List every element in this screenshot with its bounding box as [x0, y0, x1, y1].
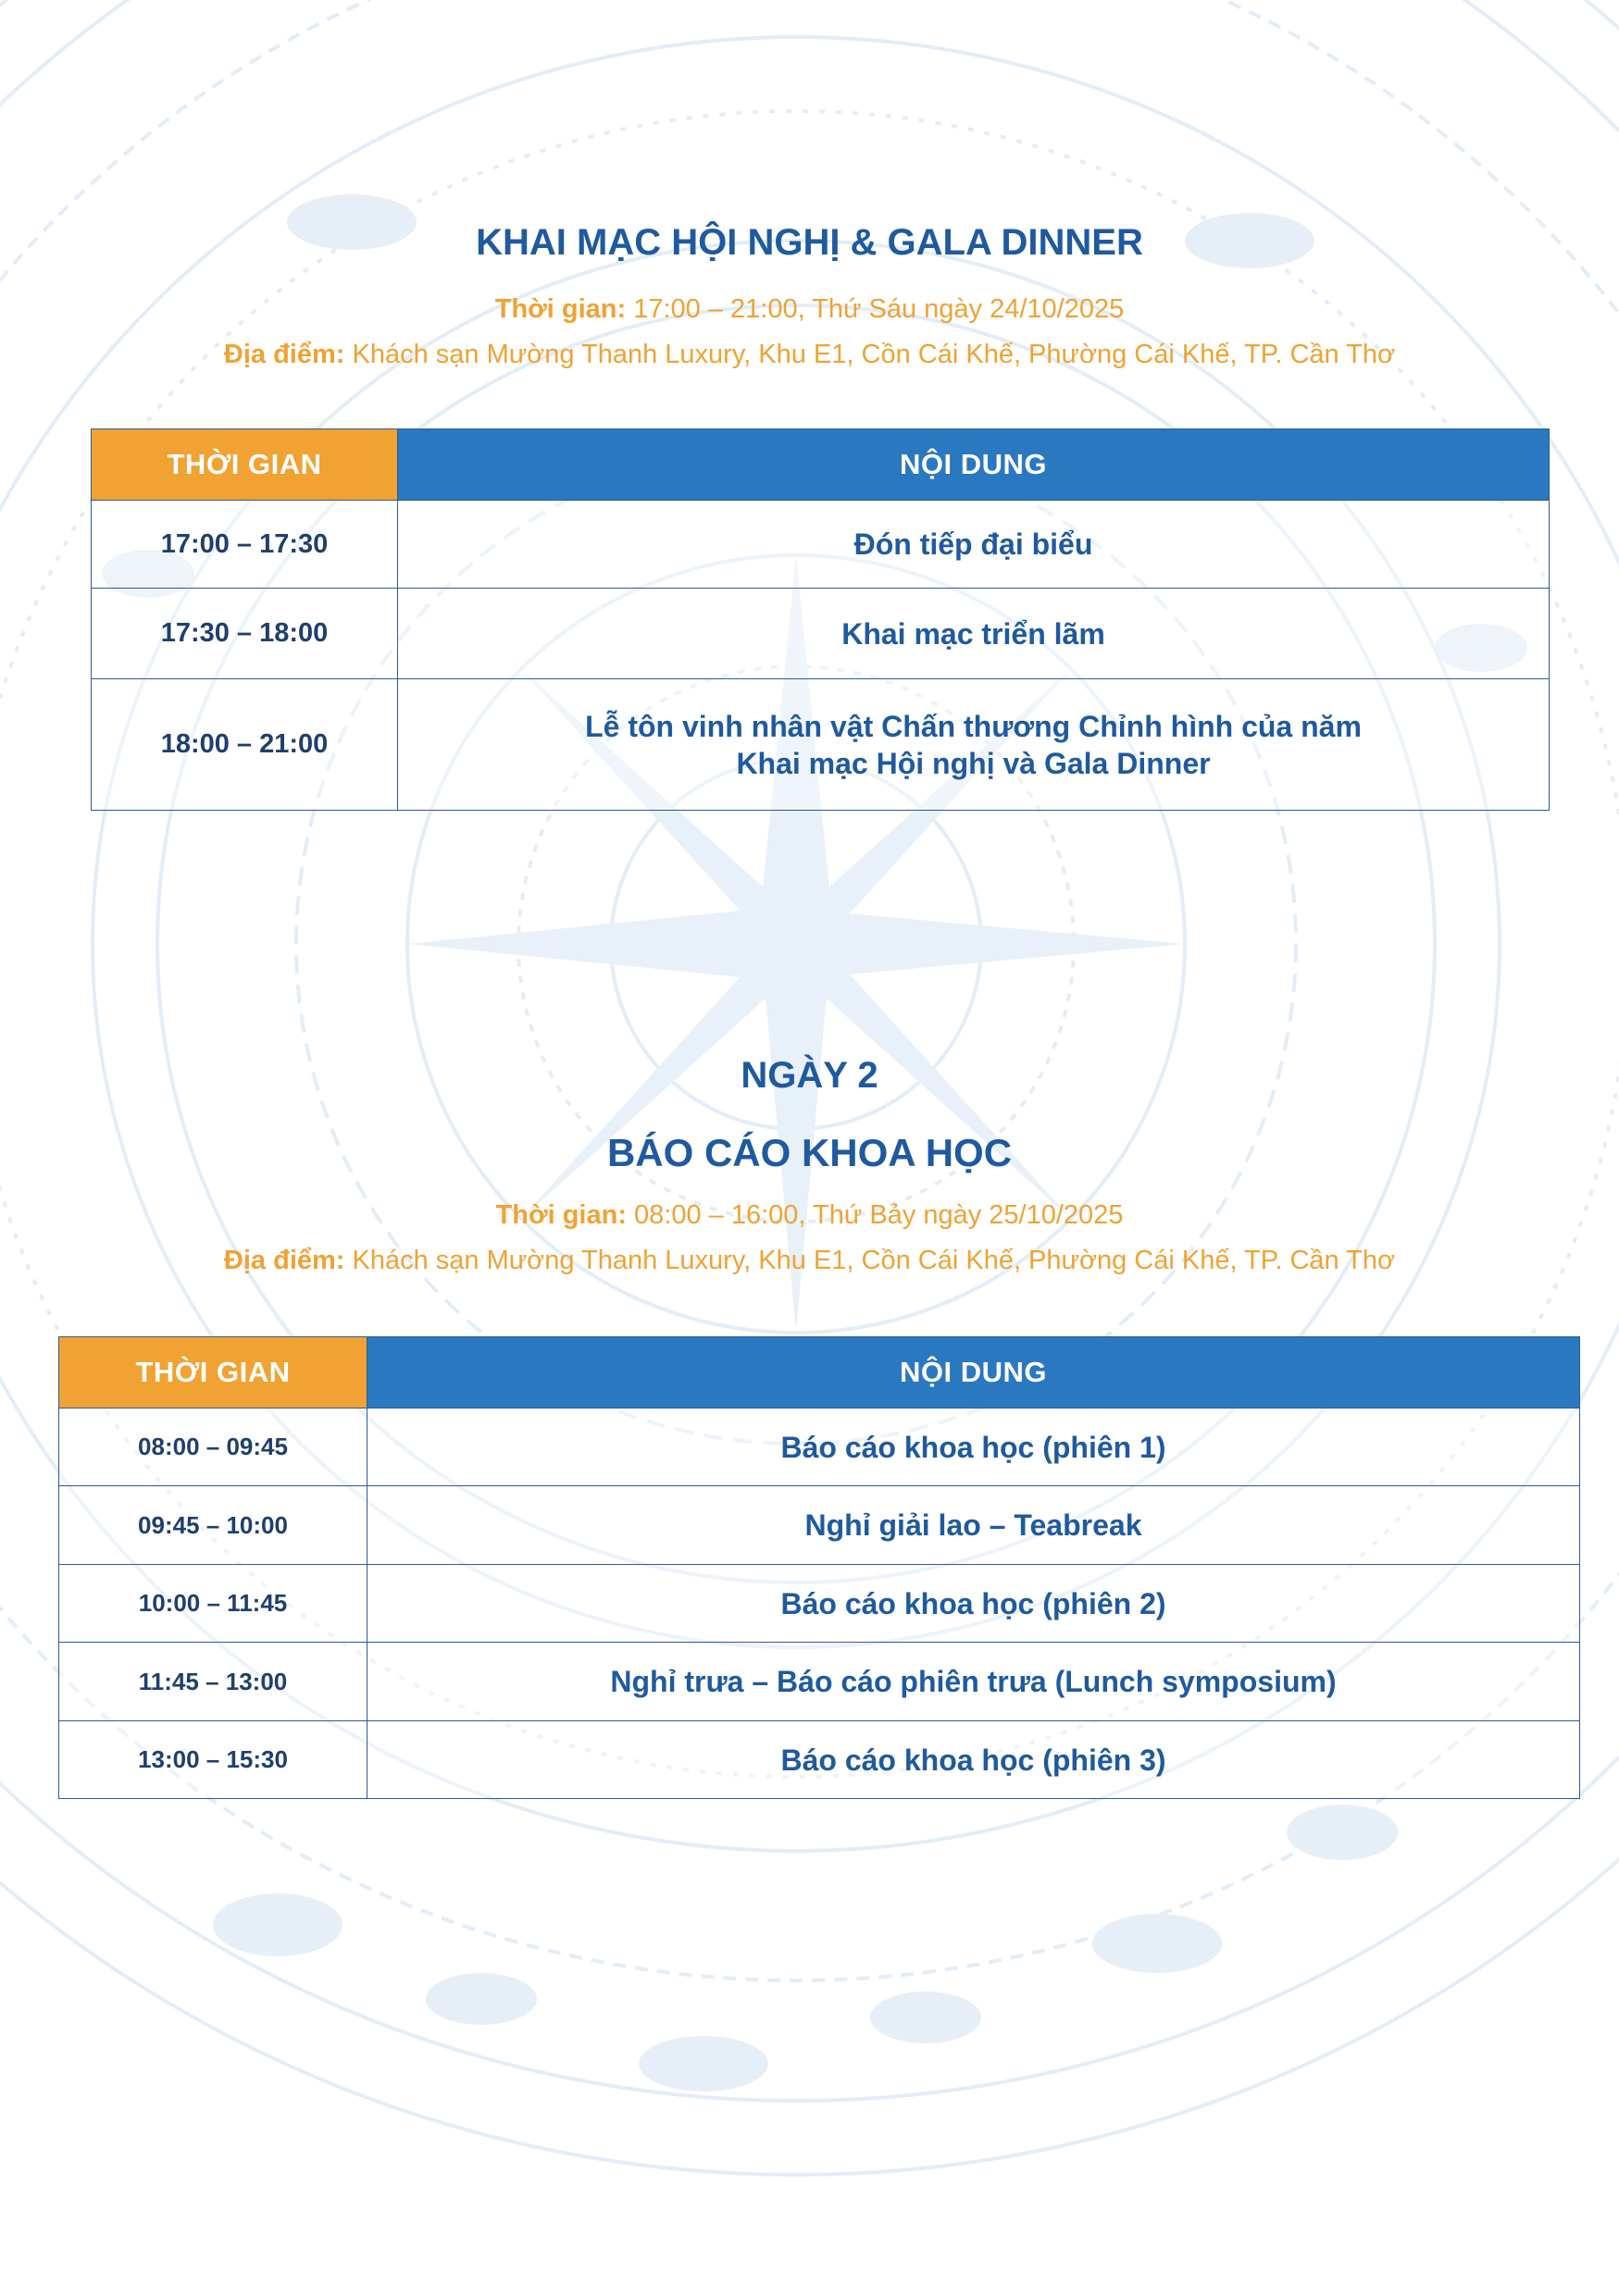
section2-location-label: Địa điểm: — [223, 1246, 345, 1275]
row-content — [367, 1486, 1580, 1565]
section1-time-label: Thời gian: — [494, 294, 627, 324]
section2-location-value: Khách sạn Mường Thanh Luxury, Khu E1, Cồn Cái Khế, Phường Cái Khế, TP. Cần Thơ — [344, 1246, 1396, 1275]
section1-time-value: 17:00 – 21:00, Thứ Sáu ngày 24/10/2025 — [626, 294, 1125, 324]
section2-title: BÁO CÁO KHOA HỌC — [606, 1131, 1013, 1174]
row-content — [367, 1565, 1580, 1643]
table-row — [59, 1565, 1580, 1643]
header-time: THỜI GIAN — [92, 429, 398, 501]
row-content — [398, 501, 1550, 589]
row-time: 09:45 – 10:00 — [59, 1486, 367, 1565]
row-content-line: Báo cáo khoa học (phiên 2) — [780, 1586, 1166, 1620]
section1-location-value: Khách sạn Mường Thanh Luxury, Khu E1, Cồn Cái Khế, Phường Cái Khế, TP. Cần Thơ — [344, 340, 1396, 369]
table-row — [59, 1409, 1580, 1486]
section1-title: KHAI MẠC HỘI NGHỊ & GALA DINNER — [476, 222, 1143, 263]
row-content-line: Báo cáo khoa học (phiên 1) — [780, 1430, 1166, 1464]
row-time: 18:00 – 21:00 — [92, 679, 398, 811]
section2-time — [0, 1200, 1619, 1231]
row-content-line: Lễ tôn vinh nhân vật Chấn thương Chỉnh hình của năm — [585, 709, 1362, 743]
section2-schedule-table — [58, 1336, 1580, 1799]
section1-schedule-table — [91, 428, 1550, 811]
row-content — [367, 1409, 1580, 1486]
table-row — [59, 1643, 1580, 1721]
header-content: NỘI DUNG — [367, 1337, 1580, 1409]
row-time: 17:30 – 18:00 — [92, 589, 398, 679]
row-content-line: Nghỉ giải lao – Teabreak — [804, 1508, 1142, 1542]
row-content — [367, 1721, 1580, 1799]
table-row — [59, 1486, 1580, 1565]
row-content — [398, 679, 1550, 811]
section2-time-label: Thời gian: — [495, 1200, 627, 1230]
table-row — [92, 589, 1550, 679]
row-content-line: Nghỉ trưa – Báo cáo phiên trưa (Lunch symposium) — [610, 1665, 1337, 1698]
section2-day: NGÀY 2 — [741, 1055, 878, 1096]
row-time: 08:00 – 09:45 — [59, 1409, 367, 1486]
section2-location — [0, 1246, 1619, 1276]
table-header-row — [59, 1337, 1580, 1409]
section1-time — [0, 294, 1619, 325]
section1-location — [0, 340, 1619, 370]
row-content — [398, 589, 1550, 679]
row-content-line: Khai mạc triển lãm — [841, 616, 1105, 651]
section1-location-label: Địa điểm: — [223, 340, 345, 369]
table-row — [59, 1721, 1580, 1799]
table-header-row — [92, 429, 1550, 501]
row-time: 11:45 – 13:00 — [59, 1643, 367, 1721]
row-content-line: Đón tiếp đại biểu — [853, 527, 1093, 561]
row-content — [367, 1643, 1580, 1721]
header-content: NỘI DUNG — [398, 429, 1550, 501]
row-content-line: Báo cáo khoa học (phiên 3) — [780, 1743, 1166, 1777]
section2-time-value: 08:00 – 16:00, Thứ Bảy ngày 25/10/2025 — [626, 1200, 1124, 1230]
row-time: 10:00 – 11:45 — [59, 1565, 367, 1643]
row-content-line: Khai mạc Hội nghị và Gala Dinner — [736, 746, 1211, 780]
table-row — [92, 679, 1550, 811]
table-row — [92, 501, 1550, 589]
header-time: THỜI GIAN — [59, 1337, 367, 1409]
row-time: 17:00 – 17:30 — [92, 501, 398, 589]
row-time: 13:00 – 15:30 — [59, 1721, 367, 1799]
